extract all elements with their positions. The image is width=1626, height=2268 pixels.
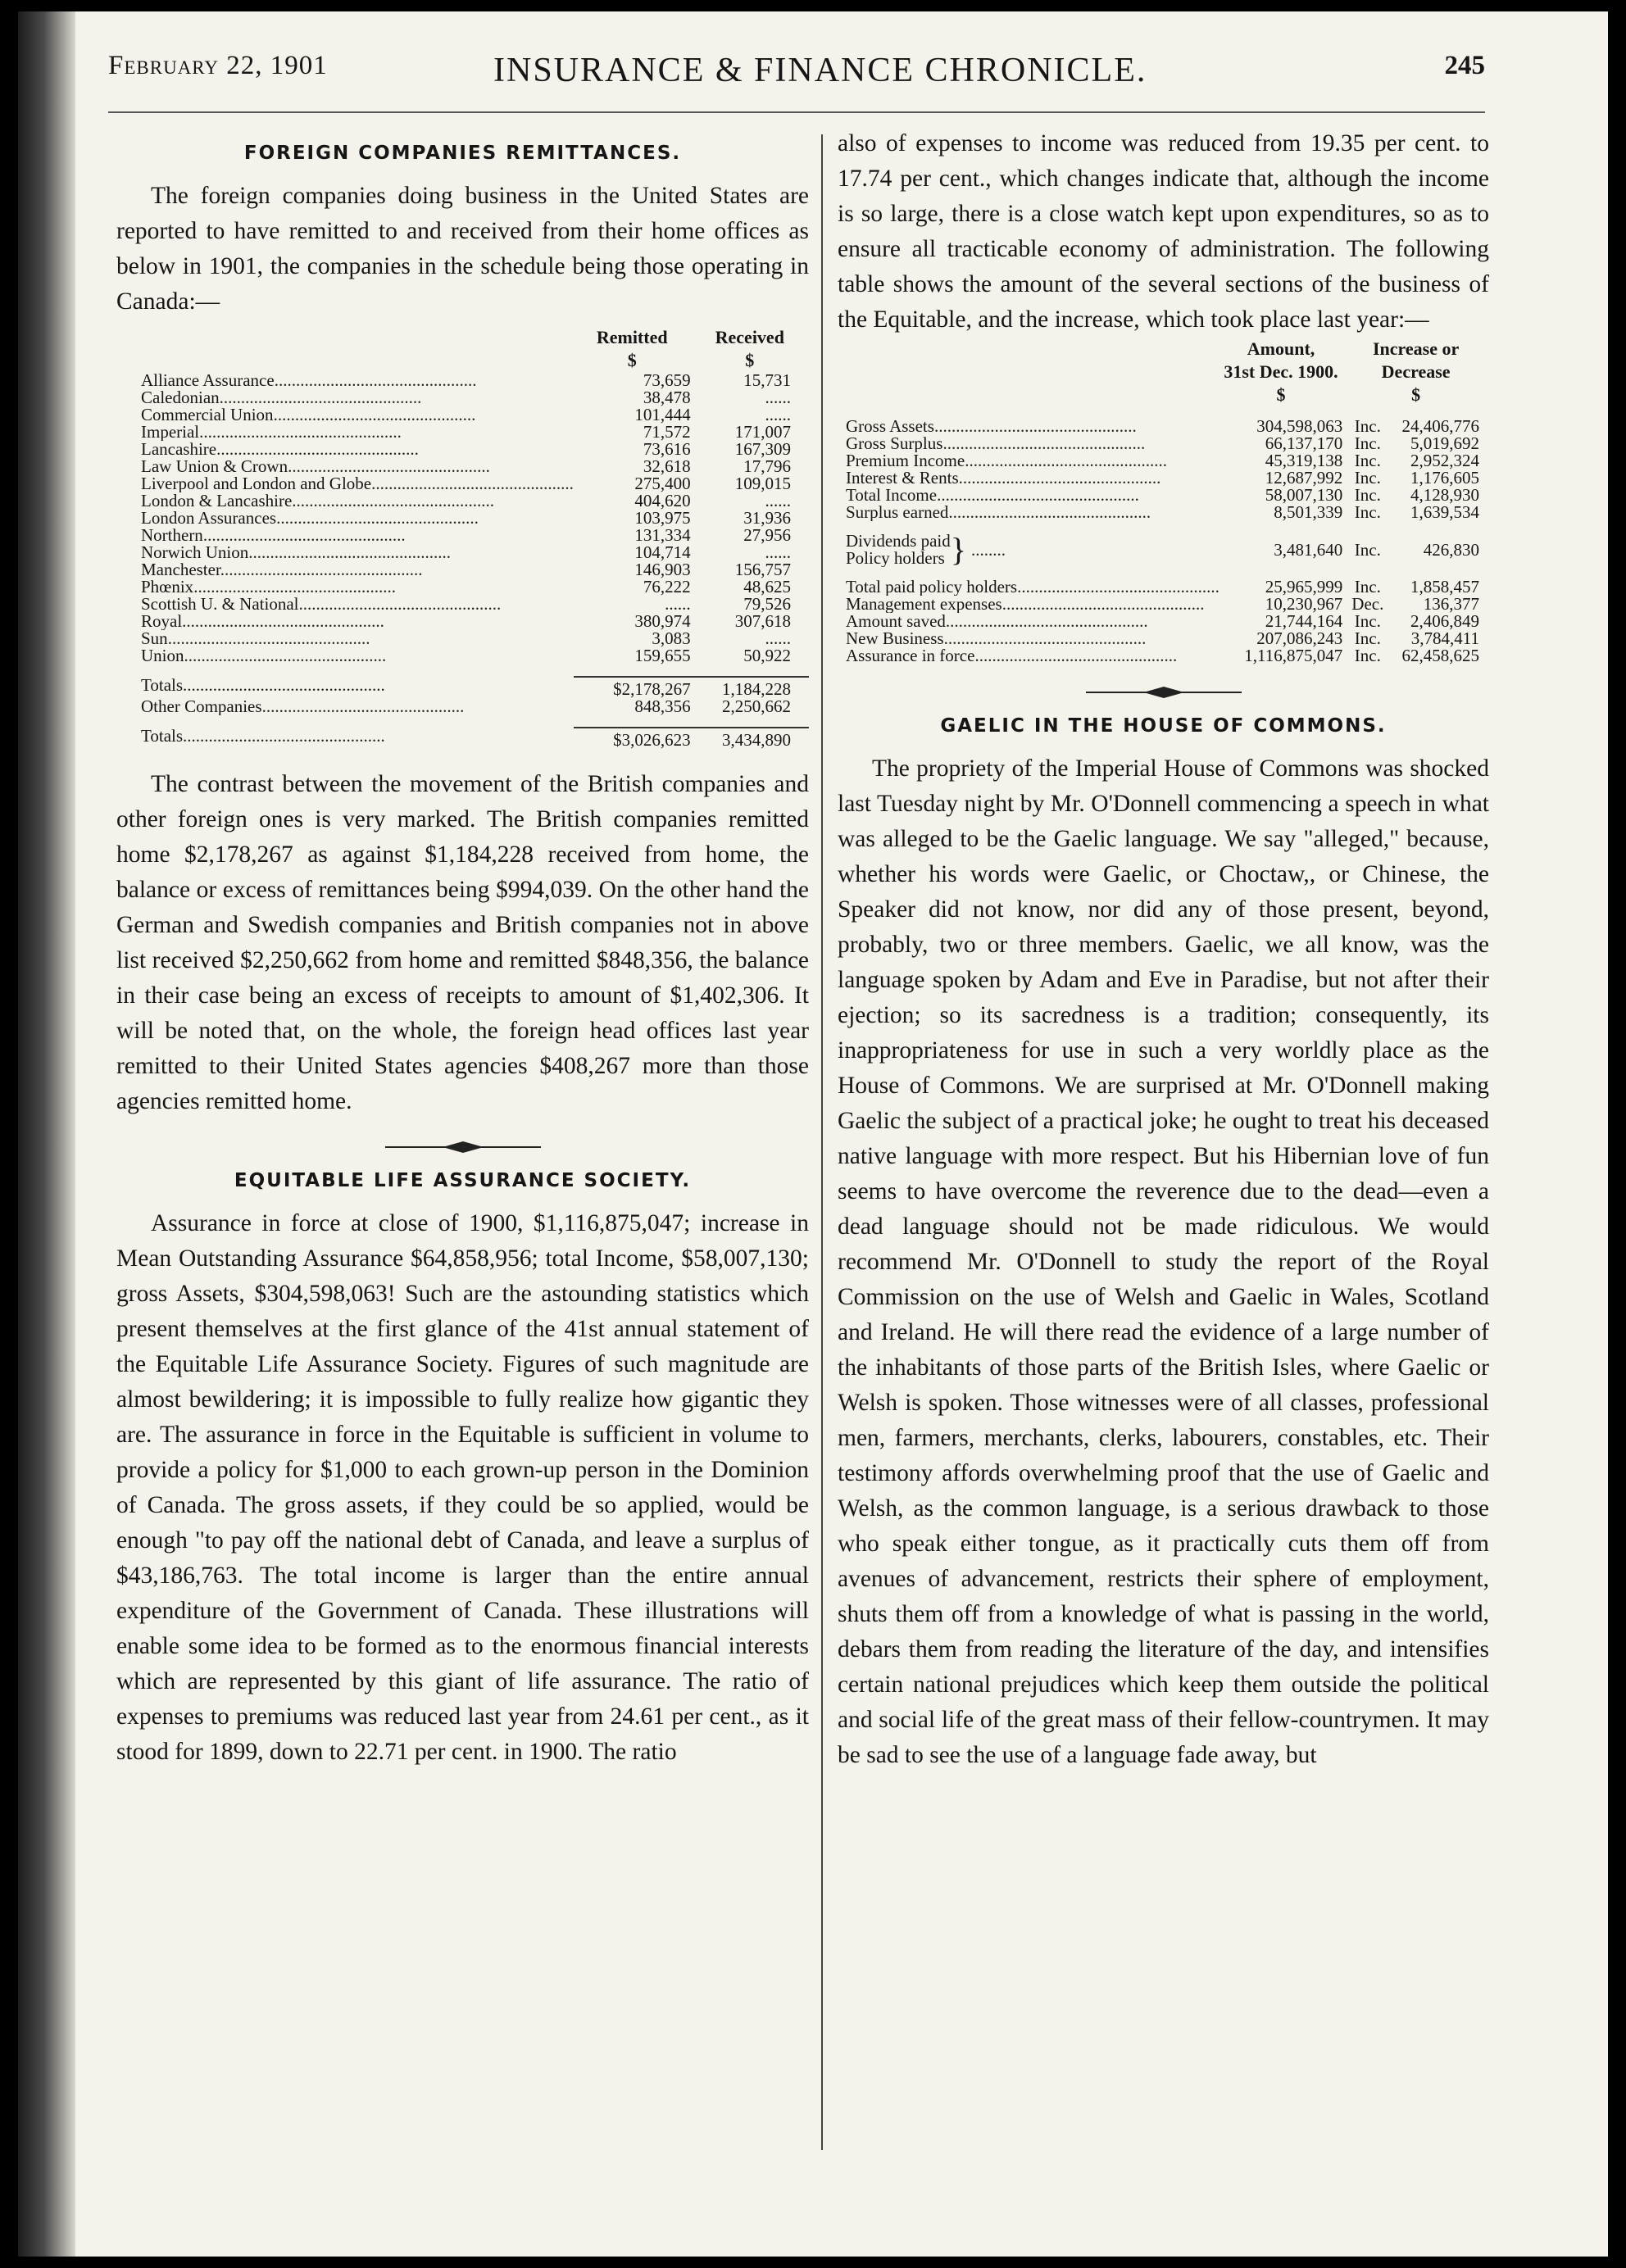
remitted-value: 159,655 bbox=[634, 646, 691, 665]
change-sign: Dec. bbox=[1351, 594, 1384, 614]
amount-header-2: 31st Dec. 1900. bbox=[1224, 361, 1338, 382]
company-name: Norwich Union bbox=[141, 544, 249, 561]
received-value: 171,007 bbox=[734, 422, 791, 442]
change-sign: Inc. bbox=[1354, 451, 1381, 470]
table-row bbox=[838, 435, 1489, 452]
received-value: 167,309 bbox=[734, 439, 791, 459]
equitable-continued: also of expenses to income was reduced from 19.35 per cent. to 17.74 per cent., which changes indicate that, although the income is so large, there is a close watch kept upon expenditures, so as to ensure all tracticable economy of administration. The following table shows the amount of the several sections of the business of the Equitable, and the increase, which took place last year:— bbox=[838, 130, 1489, 333]
table-row bbox=[116, 544, 809, 561]
remitted-value: 38,478 bbox=[643, 388, 691, 407]
dot-leader: ............................................... bbox=[274, 372, 477, 389]
received-value: 15,731 bbox=[743, 370, 791, 390]
amount-value: 207,086,243 bbox=[1256, 628, 1343, 648]
change-sign: Inc. bbox=[1354, 485, 1381, 505]
company-name: Alliance Assurance bbox=[141, 372, 275, 389]
section-ornament bbox=[1086, 686, 1242, 699]
dot-leader: ............................................... bbox=[371, 475, 574, 492]
received-currency: $ bbox=[745, 350, 755, 370]
dot-leader: ............................................... bbox=[288, 458, 490, 475]
change-value: 62,458,625 bbox=[1401, 646, 1479, 665]
table-row bbox=[116, 561, 809, 578]
change-sign: Inc. bbox=[1354, 468, 1381, 488]
table-row bbox=[116, 458, 809, 475]
remittances-header-row bbox=[116, 326, 809, 349]
remitted-value: 131,334 bbox=[634, 525, 691, 545]
gaelic-heading: GAELIC IN THE HOUSE OF COMMONS. bbox=[940, 715, 1387, 737]
company-name: Royal bbox=[141, 613, 183, 630]
equitable-header-row-2 bbox=[838, 361, 1489, 383]
dividends-row: Dividends paid Policy holders } ........ 3,481,640 Inc. 426,830 bbox=[838, 533, 1489, 567]
table-row bbox=[116, 406, 809, 424]
table-row bbox=[838, 613, 1489, 630]
company-name: Manchester bbox=[141, 561, 220, 578]
item-name: Management expenses bbox=[846, 596, 1002, 613]
dividends-sign: Inc. bbox=[1354, 539, 1381, 560]
dot-leader: ............................................... bbox=[167, 630, 370, 647]
page-number: 245 bbox=[1444, 51, 1485, 80]
table-row bbox=[838, 452, 1489, 469]
received-value: 31,936 bbox=[743, 508, 791, 528]
table-row bbox=[116, 492, 809, 510]
table-row bbox=[116, 647, 809, 665]
received-value: ...... bbox=[765, 542, 791, 562]
equitable-heading: EQUITABLE LIFE ASSURANCE SOCIETY. bbox=[234, 1170, 692, 1191]
change-value: 5,019,692 bbox=[1410, 433, 1479, 453]
newspaper-page bbox=[18, 11, 1608, 2257]
item-name: Amount saved bbox=[846, 613, 946, 630]
publication-title: INSURANCE & FINANCE CHRONICLE. bbox=[493, 52, 1147, 89]
item-name: Total paid policy holders bbox=[846, 578, 1018, 596]
remitted-value: ...... bbox=[665, 594, 691, 614]
company-name: Law Union & Crown bbox=[141, 458, 288, 475]
item-name: Interest & Rents bbox=[846, 469, 959, 487]
item-name: Gross Assets bbox=[846, 418, 934, 435]
change-value: 1,858,457 bbox=[1410, 577, 1479, 596]
dot-leader: ............................................... bbox=[974, 647, 1178, 665]
received-column-header: Received bbox=[715, 327, 784, 347]
table-row bbox=[116, 630, 809, 647]
amount-currency: $ bbox=[1276, 384, 1286, 405]
dot-leader: ............................................... bbox=[1017, 578, 1220, 596]
received-value: ...... bbox=[765, 388, 791, 407]
change-header-1: Increase or bbox=[1372, 338, 1460, 359]
dot-leader: ............................................... bbox=[216, 441, 419, 458]
remitted-value: 103,975 bbox=[634, 508, 691, 528]
amount-value: 58,007,130 bbox=[1265, 485, 1343, 505]
equitable-header-row-1 bbox=[838, 338, 1489, 361]
table-row bbox=[838, 469, 1489, 487]
right-column bbox=[838, 126, 1489, 1773]
remitted-value: 104,714 bbox=[634, 542, 691, 562]
company-name: London Assurances bbox=[141, 510, 277, 527]
other-companies-row bbox=[116, 698, 809, 715]
change-value: 136,377 bbox=[1423, 594, 1479, 614]
totals-label: Totals bbox=[141, 677, 184, 695]
remitted-currency: $ bbox=[627, 350, 637, 370]
totals-received: 1,184,228 bbox=[691, 677, 809, 698]
dot-leader: ............................................... bbox=[202, 527, 406, 544]
remitted-value: 71,572 bbox=[643, 422, 691, 442]
remitted-value: 32,618 bbox=[643, 456, 691, 476]
company-name: Sun bbox=[141, 630, 168, 647]
gaelic-body: The propriety of the Imperial House of Commons was shocked last Tuesday night by Mr. O'Donnell commencing a speech in what was alleged to be the Gaelic language. We say "alleged," because, whether his words were Gaelic, or Choctaw,, or Chinese, the Speaker did not know, nor did any of those present, beyond, probably, two or three members. Gaelic, we all know, was the language spoken by Adam and Eve in Paradise, but not after their ejection; so its sacredness is a tradition; consequently, its inappropriateness for use in such a very worldly place as the House of Commons. We are surprised at Mr. O'Donnell making Gaelic the subject of a practical joke; he ought to treat his deceased native language with more respect. But his Hibernian love of fun seems to have overcome the reverence due to the dead—even a dead language should not be made ridiculous. We would recommend Mr. O'Donnell to study the report of the Royal Commission on the use of Welsh and Gaelic in Wales, Scotland and Ireland. He will there read the evidence of a large number of the inhabitants of those parts of the British Isles, where Gaelic or Welsh is spoken. Those witnesses were of all classes, professional men, farmers, merchants, clerks, labourers, constables, etc. Their testimony affords overwhelming proof that the use of Gaelic and Welsh, as the common language, is a serious drawback to those who speak either tongue, as it practically cuts them off from avenues of advancement, restricts their sphere of employment, shuts them off from a knowledge of what is passing in the world, debars them from reading the literature of the day, and intensifies certain national prejudices which keep them outside the political and social life of the great mass of their fellow-countrymen. It may be sad to see the use of a language fade away, but bbox=[838, 755, 1489, 1768]
dot-leader: ............................................... bbox=[248, 544, 451, 561]
table-row bbox=[116, 389, 809, 406]
company-name: Northern bbox=[141, 527, 203, 544]
received-value: 48,625 bbox=[743, 577, 791, 596]
company-name: Commercial Union bbox=[141, 406, 274, 424]
item-name: Surplus earned bbox=[846, 504, 949, 521]
section-ornament bbox=[385, 1141, 541, 1154]
remitted-value: 380,974 bbox=[634, 611, 691, 631]
remittances-totals-row bbox=[116, 677, 809, 698]
dividends-amount: 3,481,640 bbox=[1274, 539, 1343, 560]
brace-glyph: } bbox=[950, 533, 966, 567]
dot-leader: ............................................... bbox=[184, 647, 387, 665]
received-value: ...... bbox=[765, 491, 791, 510]
amount-value: 66,137,170 bbox=[1265, 433, 1343, 453]
change-value: 24,406,776 bbox=[1401, 416, 1479, 436]
amount-value: 8,501,339 bbox=[1274, 502, 1343, 522]
remitted-column-header: Remitted bbox=[596, 327, 668, 347]
foreign-remittances-body: The contrast between the movement of the British companies and other foreign ones is very marked. The British companies remitted home $2,178,267 as against $1,184,228 received from home, the balance or excess of remittances being $994,039. On the other hand the German and Swedish companies and British companies not in above list received $2,250,662 from home and remitted $848,356, the balance in their case being an excess of receipts to amount of $1,402,306. It will be noted that, on the whole, the foreign head offices last year remitted to their United States agencies $408,267 more than those agencies remitted home. bbox=[116, 771, 809, 1114]
table-row bbox=[116, 596, 809, 613]
table-row bbox=[116, 578, 809, 596]
table-row bbox=[838, 504, 1489, 521]
table-row bbox=[116, 441, 809, 458]
remitted-value: 73,659 bbox=[643, 370, 691, 390]
change-sign: Inc. bbox=[1354, 628, 1381, 648]
equitable-rows-1 bbox=[838, 418, 1489, 521]
dot-leader: ............................................... bbox=[199, 424, 402, 441]
issue-date: February 22, 1901 bbox=[108, 51, 328, 80]
remitted-value: 275,400 bbox=[634, 474, 691, 493]
amount-value: 12,687,992 bbox=[1265, 468, 1343, 488]
company-name: Imperial bbox=[141, 424, 200, 441]
change-value: 3,784,411 bbox=[1410, 628, 1479, 648]
company-name: Caledonian bbox=[141, 389, 220, 406]
dot-leader: ............................................... bbox=[948, 504, 1151, 521]
equitable-currency-row bbox=[838, 383, 1489, 406]
dot-leader: ............................................... bbox=[1001, 596, 1205, 613]
dot-leader: ............................................... bbox=[219, 389, 422, 406]
change-header-2: Decrease bbox=[1381, 361, 1451, 382]
table-row bbox=[116, 510, 809, 527]
grand-totals-row bbox=[116, 728, 809, 749]
item-name: Gross Surplus bbox=[846, 435, 943, 452]
change-sign: Inc. bbox=[1354, 416, 1381, 436]
table-row bbox=[116, 613, 809, 630]
equitable-table bbox=[838, 338, 1489, 665]
dot-leader: ............................................... bbox=[273, 406, 476, 424]
dot-leader: ............................................... bbox=[958, 469, 1161, 487]
change-sign: Inc. bbox=[1354, 646, 1381, 665]
grand-received: 3,434,890 bbox=[691, 728, 809, 749]
dot-leader: ............................................... bbox=[292, 492, 495, 510]
foreign-remittances-intro: The foreign companies doing business in the United States are reported to have remitted to and received from their home offices as below in 1901, the companies in the schedule being those operating in Canada:— bbox=[116, 183, 809, 315]
remitted-value: 146,903 bbox=[634, 560, 691, 579]
remitted-value: 404,620 bbox=[634, 491, 691, 510]
other-received: 2,250,662 bbox=[722, 696, 791, 716]
received-value: 50,922 bbox=[743, 646, 791, 665]
item-name: Assurance in force bbox=[846, 647, 975, 665]
remittances-rows bbox=[116, 372, 809, 665]
change-sign: Inc. bbox=[1354, 577, 1381, 596]
company-name: Scottish U. & National bbox=[141, 596, 299, 613]
received-value: ...... bbox=[765, 405, 791, 424]
dot-leader: ............................................... bbox=[193, 578, 396, 596]
dot-leader: ............................................... bbox=[182, 613, 384, 630]
amount-value: 45,319,138 bbox=[1265, 451, 1343, 470]
dot-leader: ............................................... bbox=[276, 510, 479, 527]
received-value: 109,015 bbox=[734, 474, 791, 493]
change-value: 2,406,849 bbox=[1410, 611, 1479, 631]
equitable-body: Assurance in force at close of 1900, $1,116,875,047; increase in Mean Outstanding Assurance $64,858,956; total Income, $58,007,130; gross Assets, $304,598,063! Such are the astounding statistics which present themselves at the first glance of the 41st annual statement of the Equitable Life Assurance Society. Figures of such magnitude are almost bewildering; it is impossible to fully realize how gigantic they are. The assurance in force in the Equitable is sufficient in volume to provide a policy for $1,000 to each grown-up person in the Dominion of Canada. The gross assets, if they could be so applied, would be enough "to pay off the national debt of Canada, and leave a surplus of $43,186,763. The total income is larger than the entire annual expenditure of the Government of Canada. These illustrations will enable some idea to be formed as to the enormous financial interests which are represented by this giant of life assurance. The ratio of expenses to premiums was reduced last year from 24.61 per cent., as it stood for 1899, down to 22.71 per cent. in 1900. The ratio bbox=[116, 1210, 809, 1765]
totals-remitted: $2,178,267 bbox=[574, 677, 691, 698]
remitted-value: 3,083 bbox=[652, 628, 691, 648]
received-value: 156,757 bbox=[734, 560, 791, 579]
company-name: Lancashire bbox=[141, 441, 217, 458]
company-name: Phœnix bbox=[141, 578, 194, 596]
change-value: 1,176,605 bbox=[1410, 468, 1479, 488]
table-row bbox=[116, 527, 809, 544]
table-row bbox=[838, 418, 1489, 435]
received-value: 307,618 bbox=[734, 611, 791, 631]
table-row bbox=[116, 372, 809, 389]
table-row bbox=[838, 647, 1489, 665]
amount-value: 1,116,875,047 bbox=[1244, 646, 1343, 665]
table-row bbox=[838, 630, 1489, 647]
remitted-value: 101,444 bbox=[634, 405, 691, 424]
dot-leader: ............................................... bbox=[220, 561, 423, 578]
amount-value: 25,965,999 bbox=[1265, 577, 1343, 596]
left-column bbox=[116, 126, 809, 1770]
dot-leader: ............................................... bbox=[965, 452, 1167, 469]
foreign-remittances-heading: FOREIGN COMPANIES REMITTANCES. bbox=[243, 143, 682, 164]
dot-leader: ............................................... bbox=[933, 418, 1137, 435]
other-remitted: 848,356 bbox=[634, 696, 691, 716]
change-sign: Inc. bbox=[1354, 611, 1381, 631]
company-name: Union bbox=[141, 647, 184, 665]
company-name: Liverpool and London and Globe bbox=[141, 475, 372, 492]
amount-value: 10,230,967 bbox=[1265, 594, 1343, 614]
item-name: Premium Income bbox=[846, 452, 965, 469]
change-sign: Inc. bbox=[1354, 502, 1381, 522]
header-rule bbox=[108, 111, 1485, 113]
amount-header-1: Amount, bbox=[1247, 338, 1315, 359]
dot-leader: ............................................... bbox=[183, 728, 385, 746]
dot-leader: ............................................... bbox=[937, 487, 1139, 504]
dot-leader: ............................................... bbox=[945, 613, 1148, 630]
change-value: 1,639,534 bbox=[1410, 502, 1479, 522]
dividends-change: 426,830 bbox=[1423, 539, 1479, 560]
dot-leader: ............................................... bbox=[183, 677, 385, 695]
received-value: 17,796 bbox=[743, 456, 791, 476]
item-name: New Business bbox=[846, 630, 944, 647]
amount-value: 21,744,164 bbox=[1265, 611, 1343, 631]
column-divider bbox=[821, 134, 823, 2150]
scan-binding-shadow bbox=[18, 11, 75, 2257]
remittances-table bbox=[116, 326, 809, 749]
table-row bbox=[116, 475, 809, 492]
change-sign: Inc. bbox=[1354, 433, 1381, 453]
dot-leader: ............................................... bbox=[261, 698, 465, 715]
other-companies-label: Other Companies bbox=[141, 698, 262, 715]
dot-leader: ............................................... bbox=[298, 596, 502, 613]
dividends-line-2: Policy holders bbox=[846, 548, 945, 567]
table-row bbox=[838, 578, 1489, 596]
table-row bbox=[116, 424, 809, 441]
change-value: 2,952,324 bbox=[1410, 451, 1479, 470]
remitted-value: 73,616 bbox=[643, 439, 691, 459]
dot-leader: ............................................... bbox=[942, 435, 1146, 452]
dot-leader: ............................................... bbox=[943, 630, 1147, 647]
received-value: ...... bbox=[765, 628, 791, 648]
table-row bbox=[838, 596, 1489, 613]
dividends-line-1: Dividends paid bbox=[846, 533, 951, 551]
equitable-rows-2 bbox=[838, 578, 1489, 665]
received-value: 27,956 bbox=[743, 525, 791, 545]
change-currency: $ bbox=[1411, 384, 1421, 405]
company-name: London & Lancashire bbox=[141, 492, 293, 510]
item-name: Total Income bbox=[846, 487, 938, 504]
received-value: 79,526 bbox=[743, 594, 791, 614]
table-row bbox=[838, 487, 1489, 504]
grand-remitted: $3,026,623 bbox=[574, 728, 691, 749]
amount-value: 304,598,063 bbox=[1256, 416, 1343, 436]
change-value: 4,128,930 bbox=[1410, 485, 1479, 505]
remitted-value: 76,222 bbox=[643, 577, 691, 596]
remittances-currency-row bbox=[116, 349, 809, 372]
grand-totals-label: Totals bbox=[141, 728, 184, 746]
